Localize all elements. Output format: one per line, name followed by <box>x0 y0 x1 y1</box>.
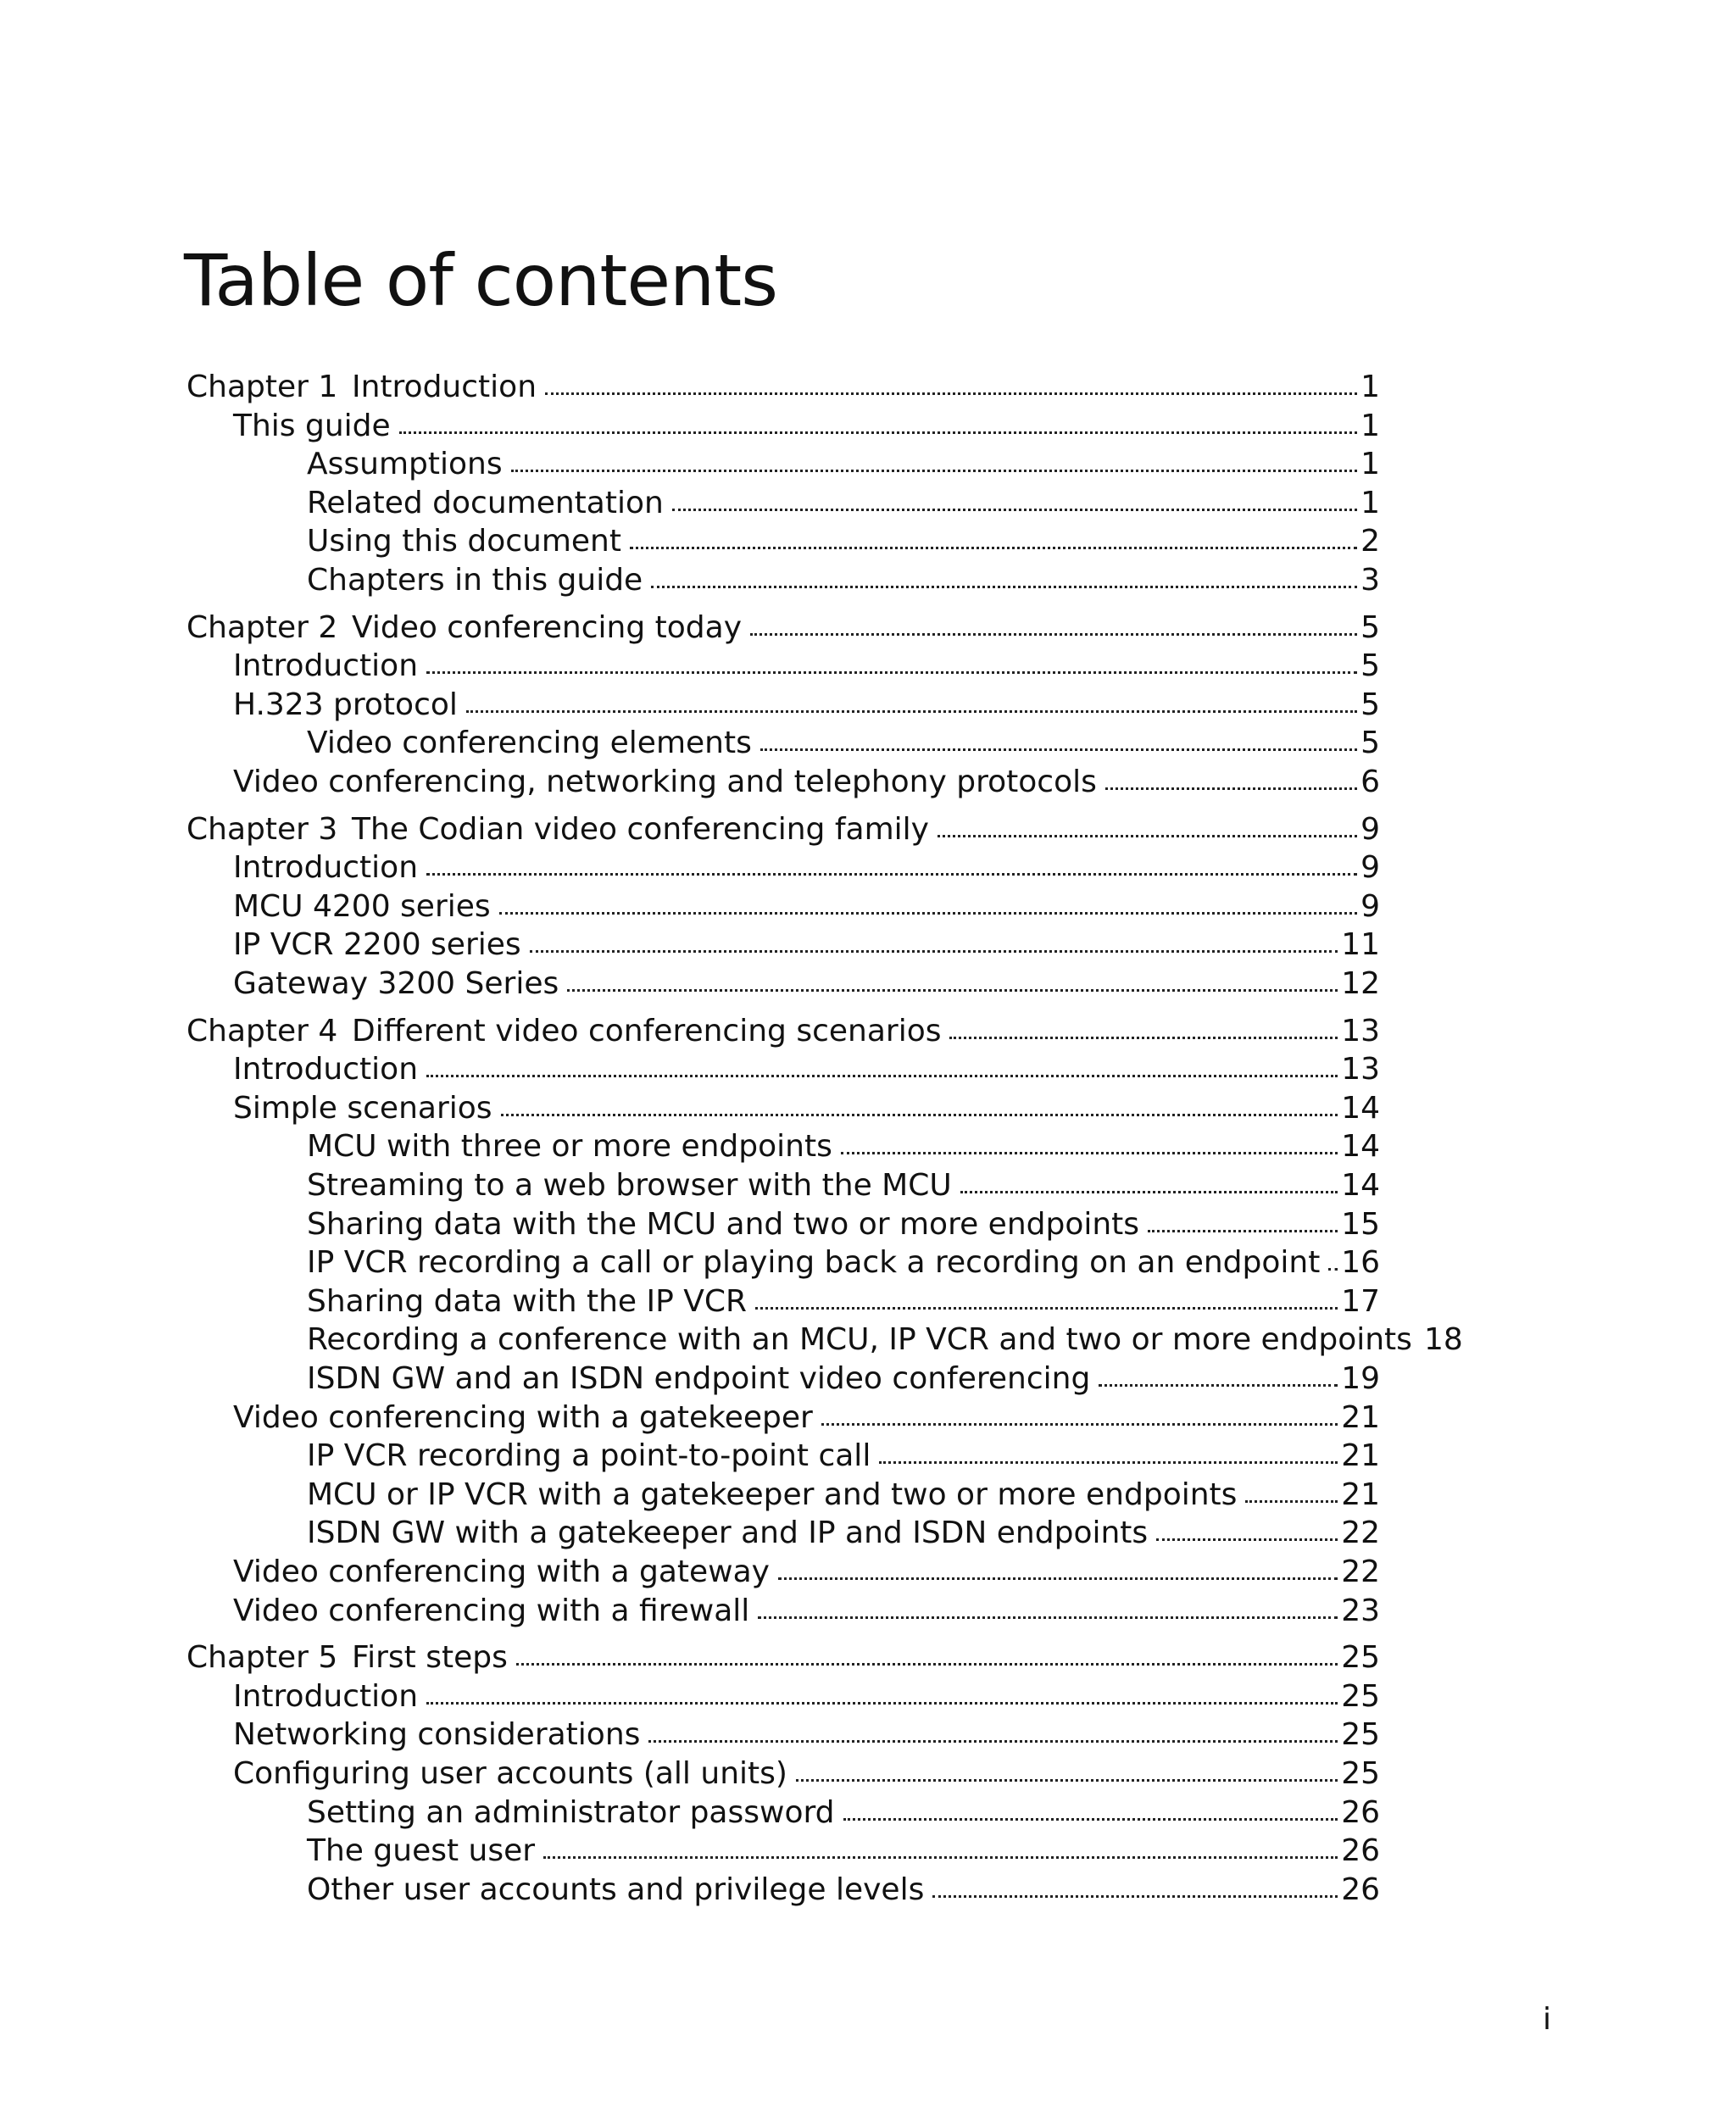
toc-entry-title: Related documentation <box>307 486 664 520</box>
dot-leader <box>1156 1535 1338 1541</box>
toc-entry[interactable] <box>307 561 1380 600</box>
toc-entry-title: Configuring user accounts (all units) <box>233 1756 787 1791</box>
dot-leader <box>879 1458 1338 1464</box>
toc-entry-title: Introduction <box>233 1052 419 1087</box>
toc-entry-title: Gateway 3200 Series <box>233 966 559 1001</box>
toc-page-number: 16 <box>1341 1245 1380 1280</box>
dot-leader <box>750 630 1357 636</box>
toc-chapter-entry[interactable] <box>186 1638 1380 1677</box>
dot-leader <box>960 1187 1338 1193</box>
dot-leader <box>545 389 1357 395</box>
dot-leader <box>399 428 1357 434</box>
dot-leader <box>1245 1497 1338 1503</box>
toc-entry[interactable] <box>233 965 1380 1004</box>
page-number: i <box>1543 2002 1552 2037</box>
toc-entry-title: Networking considerations <box>233 1717 641 1752</box>
toc-page-number: 13 <box>1341 1014 1380 1048</box>
toc-entry[interactable] <box>307 1243 1380 1282</box>
toc-page-number: 13 <box>1341 1052 1380 1087</box>
toc-entry[interactable] <box>307 1282 1380 1321</box>
toc-page-number: 2 <box>1360 524 1380 559</box>
toc-page-number: 15 <box>1341 1207 1380 1242</box>
dot-leader <box>821 1420 1338 1426</box>
toc-page-number: 25 <box>1341 1756 1380 1791</box>
toc-entry-title: Video conferencing today <box>352 610 743 645</box>
dot-leader <box>760 745 1357 751</box>
toc-entry[interactable] <box>307 1205 1380 1244</box>
toc-page-number: 22 <box>1341 1554 1380 1589</box>
toc-entry-title: The Codian video conferencing family <box>352 812 929 847</box>
dot-leader <box>567 986 1338 992</box>
toc-page-number: 5 <box>1360 726 1380 760</box>
toc-entry[interactable] <box>307 1476 1380 1515</box>
dot-leader <box>1099 1381 1338 1387</box>
toc-page-number: 5 <box>1360 610 1380 645</box>
toc-entry-title: Streaming to a web browser with the MCU <box>307 1168 952 1203</box>
toc-entry[interactable] <box>233 1592 1380 1631</box>
toc-entry[interactable] <box>233 1716 1380 1755</box>
toc-entry-title: Video conferencing with a firewall <box>233 1593 750 1628</box>
toc-entry-title: Introduction <box>233 850 419 885</box>
toc-page-number: 11 <box>1341 927 1380 962</box>
toc-page-number: 9 <box>1360 889 1380 924</box>
dot-leader <box>466 707 1357 713</box>
dot-leader <box>426 668 1357 674</box>
toc-entry[interactable] <box>233 686 1380 725</box>
toc-entry-title: The guest user <box>307 1833 536 1868</box>
toc-page-number: 21 <box>1341 1400 1380 1435</box>
toc-chapter-entry[interactable] <box>186 810 1380 849</box>
toc-page-number: 14 <box>1341 1129 1380 1164</box>
dot-leader <box>501 1110 1338 1116</box>
toc-entry[interactable] <box>233 1050 1380 1089</box>
toc-entry-title: Sharing data with the MCU and two or more endpoints <box>307 1207 1140 1242</box>
dot-leader <box>1105 784 1357 790</box>
toc-chapter-entry[interactable] <box>186 1012 1380 1051</box>
toc-entry-title: Sharing data with the IP VCR <box>307 1284 748 1319</box>
dot-leader <box>651 582 1357 588</box>
toc-entry[interactable] <box>307 1360 1380 1399</box>
toc-page-number: 14 <box>1341 1168 1380 1203</box>
dot-leader <box>499 909 1357 915</box>
toc-entry-title: Other user accounts and privilege levels <box>307 1872 925 1907</box>
toc-entry-title: First steps <box>352 1640 508 1675</box>
dot-leader <box>543 1853 1338 1859</box>
toc-entry-title: Introduction <box>233 648 419 683</box>
toc-entry-title: Recording a conference with an MCU, IP VCR and two or more endpoints <box>307 1322 1412 1357</box>
toc-entry[interactable] <box>233 1553 1380 1592</box>
toc-entry-title: Different video conferencing scenarios <box>352 1014 942 1048</box>
toc-entry-title: IP VCR 2200 series <box>233 927 521 962</box>
dot-leader <box>796 1776 1338 1782</box>
toc-entry[interactable] <box>233 887 1380 926</box>
toc-entry-title: MCU 4200 series <box>233 889 491 924</box>
toc-entry-title: Chapters in this guide <box>307 563 643 598</box>
toc-chapter-entry[interactable] <box>186 368 1380 407</box>
toc-chapter-number: Chapter 2 <box>186 610 338 645</box>
dot-leader <box>938 831 1357 837</box>
toc-entry[interactable] <box>233 1755 1380 1794</box>
toc-entry-title: ISDN GW with a gatekeeper and IP and ISDN endpoints <box>307 1516 1149 1550</box>
dot-leader <box>949 1033 1338 1039</box>
toc-entry-title: Video conferencing, networking and telephony protocols <box>233 765 1097 799</box>
toc-page-number: 1 <box>1360 409 1380 443</box>
toc-page-number: 1 <box>1360 447 1380 481</box>
toc-entry[interactable] <box>233 407 1380 446</box>
toc-entry-title: This guide <box>233 409 391 443</box>
toc-entry-title: Introduction <box>352 370 537 404</box>
toc-page-number: 26 <box>1341 1833 1380 1868</box>
dot-leader <box>1148 1226 1338 1232</box>
toc-entry[interactable] <box>307 1321 1463 1360</box>
toc-entry-title: Using this document <box>307 524 621 559</box>
toc-entry-title: Assumptions <box>307 447 503 481</box>
toc-chapter-number: Chapter 4 <box>186 1014 338 1048</box>
toc-entry[interactable] <box>307 1514 1380 1553</box>
toc-page-number: 5 <box>1360 687 1380 722</box>
toc-page-number: 1 <box>1360 370 1380 404</box>
dot-leader <box>648 1737 1338 1743</box>
dot-leader <box>841 1148 1338 1154</box>
toc-chapter-number: Chapter 3 <box>186 812 338 847</box>
dot-leader <box>630 543 1357 549</box>
toc-page-number: 9 <box>1360 850 1380 885</box>
toc-entry[interactable] <box>307 484 1380 523</box>
dot-leader <box>843 1815 1338 1821</box>
toc-chapter-number: Chapter 5 <box>186 1640 338 1675</box>
toc-entry[interactable] <box>307 1437 1380 1476</box>
toc-entry-title: Introduction <box>233 1679 419 1714</box>
dot-leader <box>1328 1265 1338 1271</box>
toc-entry-title: H.323 protocol <box>233 687 458 722</box>
toc-page-number: 26 <box>1341 1872 1380 1907</box>
toc-entry[interactable] <box>307 1794 1380 1833</box>
toc-page-number: 25 <box>1341 1679 1380 1714</box>
toc-entry[interactable] <box>233 926 1380 965</box>
toc-entry-title: MCU or IP VCR with a gatekeeper and two or more endpoints <box>307 1477 1238 1512</box>
toc-entry-title: Video conferencing with a gatekeeper <box>233 1400 813 1435</box>
toc-page-number: 12 <box>1341 966 1380 1001</box>
toc-page-number: 21 <box>1341 1438 1380 1473</box>
toc-entry[interactable] <box>233 763 1380 802</box>
toc-chapter-entry[interactable] <box>186 609 1380 648</box>
toc-entry-title: ISDN GW and an ISDN endpoint video conferencing <box>307 1361 1091 1396</box>
dot-leader <box>755 1304 1338 1310</box>
toc-entry[interactable] <box>307 1871 1380 1910</box>
toc-page-number: 23 <box>1341 1593 1380 1628</box>
dot-leader <box>758 1613 1338 1619</box>
toc-page-number: 25 <box>1341 1640 1380 1675</box>
toc-page-number: 5 <box>1360 648 1380 683</box>
toc-entry[interactable] <box>307 1166 1380 1205</box>
toc-entry[interactable] <box>233 1677 1380 1716</box>
toc-page-number: 19 <box>1341 1361 1380 1396</box>
toc-entry[interactable] <box>233 848 1380 887</box>
dot-leader <box>932 1892 1338 1898</box>
toc-page-number: 3 <box>1360 563 1380 598</box>
dot-leader <box>511 466 1358 472</box>
toc-page-number: 1 <box>1360 486 1380 520</box>
toc-entry-title: Video conferencing elements <box>307 726 752 760</box>
dot-leader <box>530 947 1338 953</box>
toc-page-number: 26 <box>1341 1795 1380 1830</box>
dot-leader <box>516 1660 1338 1666</box>
toc-entry-title: Simple scenarios <box>233 1091 492 1126</box>
dot-leader <box>778 1574 1338 1580</box>
toc-page-number: 22 <box>1341 1516 1380 1550</box>
toc-page-number: 17 <box>1341 1284 1380 1319</box>
toc-page-number: 9 <box>1360 812 1380 847</box>
dot-leader <box>672 505 1357 511</box>
toc-page-number: 21 <box>1341 1477 1380 1512</box>
toc-entry[interactable] <box>233 647 1380 686</box>
toc-entry[interactable] <box>307 1127 1380 1166</box>
dot-leader <box>426 1699 1338 1705</box>
toc-entry[interactable] <box>233 1089 1380 1128</box>
toc-entry[interactable] <box>307 522 1380 561</box>
toc-entry[interactable] <box>233 1399 1380 1438</box>
toc-entry-title: IP VCR recording a call or playing back a recording on an endpoint <box>307 1245 1321 1280</box>
toc-entry-title: Video conferencing with a gateway <box>233 1554 770 1589</box>
toc-page-number: 14 <box>1341 1091 1380 1126</box>
page-title: Table of contents <box>184 239 777 322</box>
toc-entry[interactable] <box>307 1832 1380 1871</box>
toc-page-number: 6 <box>1360 765 1380 799</box>
toc-page-number: 18 <box>1423 1322 1463 1357</box>
dot-leader <box>426 1071 1338 1077</box>
toc-entry-title: MCU with three or more endpoints <box>307 1129 832 1164</box>
dot-leader <box>426 870 1357 876</box>
toc-entry-title: Setting an administrator password <box>307 1795 835 1830</box>
toc-entry-title: IP VCR recording a point-to-point call <box>307 1438 871 1473</box>
toc-chapter-number: Chapter 1 <box>186 370 338 404</box>
toc-page-number: 25 <box>1341 1717 1380 1752</box>
toc-entry[interactable] <box>307 445 1380 484</box>
toc-entry[interactable] <box>307 724 1380 763</box>
